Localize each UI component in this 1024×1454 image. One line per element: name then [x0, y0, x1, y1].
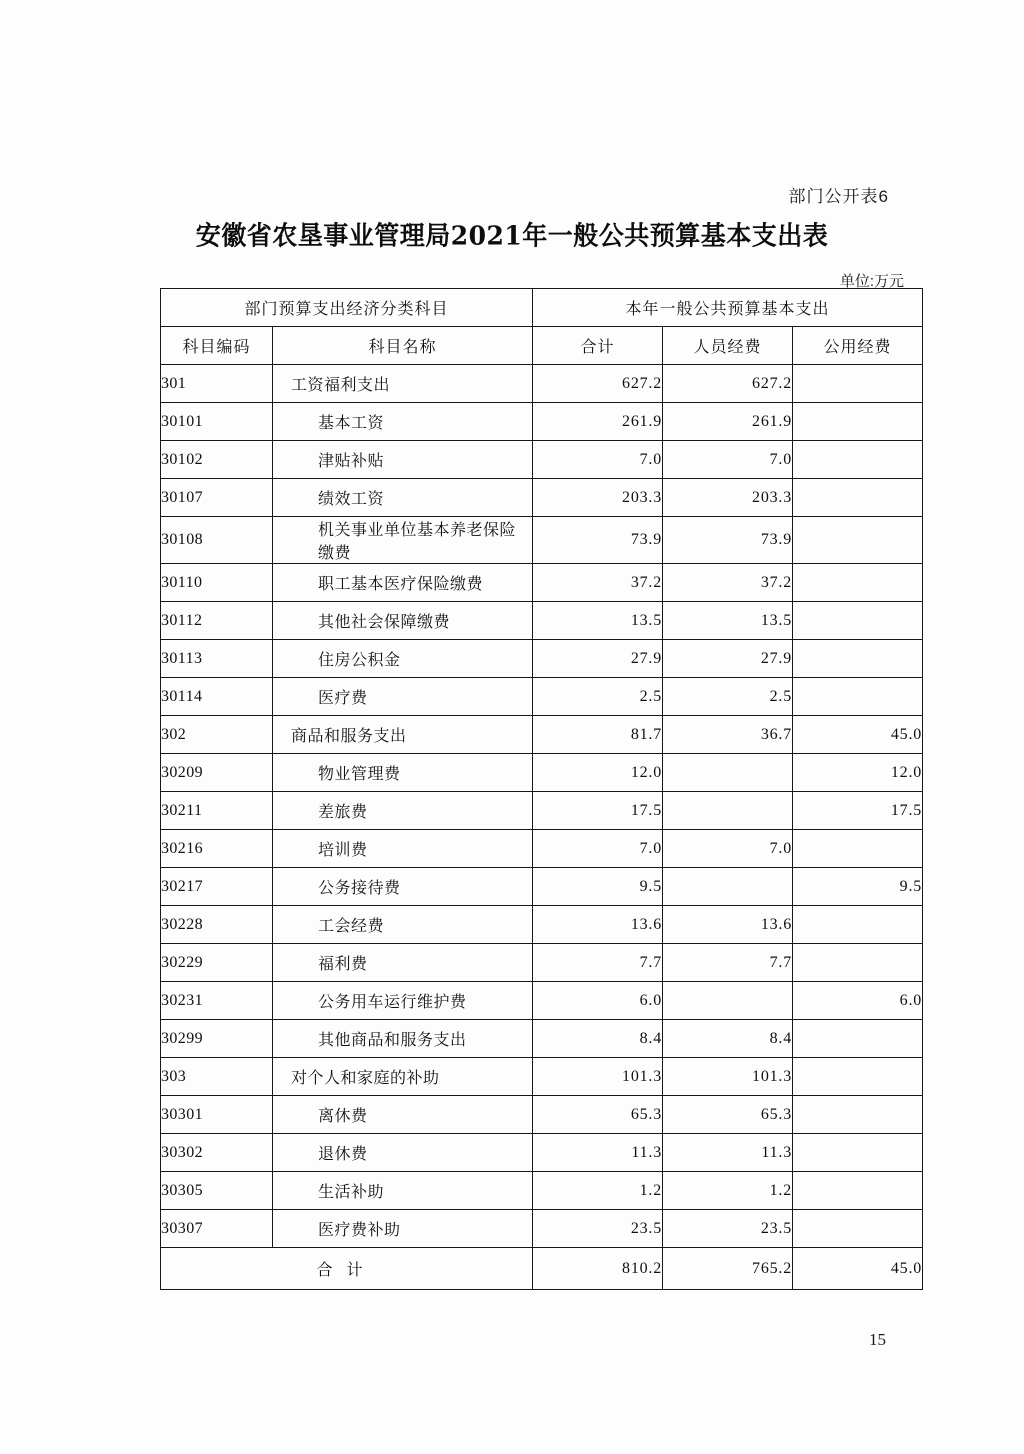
- cell-code: 30305: [161, 1172, 273, 1210]
- table-row: [161, 678, 923, 716]
- cell-total: 9.5: [533, 868, 663, 906]
- table-row: [161, 982, 923, 1020]
- unit-note: 单位:万元: [839, 273, 904, 290]
- table-row: [161, 1210, 923, 1248]
- cell-personnel: 7.7: [663, 944, 793, 982]
- cell-personnel: 23.5: [663, 1210, 793, 1248]
- table-group-header-row: [161, 289, 923, 327]
- cell-public: [793, 479, 923, 517]
- table-row: [161, 564, 923, 602]
- cell-public: [793, 564, 923, 602]
- table-row: [161, 365, 923, 403]
- cell-code: 30217: [161, 868, 273, 906]
- column-header-name: 科目名称: [273, 327, 533, 365]
- table-total-row: [161, 1248, 923, 1290]
- table-row: [161, 754, 923, 792]
- cell-code: 30299: [161, 1020, 273, 1058]
- cell-total: 7.0: [533, 441, 663, 479]
- cell-subject-name: 机关事业单位基本养老保险缴费: [273, 517, 533, 564]
- table-row: [161, 441, 923, 479]
- cell-total: 8.4: [533, 1020, 663, 1058]
- column-header-public: 公用经费: [793, 327, 923, 365]
- cell-code: 30301: [161, 1096, 273, 1134]
- table-row: [161, 830, 923, 868]
- cell-personnel: 65.3: [663, 1096, 793, 1134]
- cell-subject-name: 离休费: [273, 1096, 533, 1134]
- table-row: [161, 868, 923, 906]
- cell-public: [793, 830, 923, 868]
- cell-personnel: 1.2: [663, 1172, 793, 1210]
- table-column-header-row: [161, 327, 923, 365]
- cell-code: 30113: [161, 640, 273, 678]
- cell-public: [793, 906, 923, 944]
- cell-personnel: 261.9: [663, 403, 793, 441]
- cell-code: 30110: [161, 564, 273, 602]
- total-label: 合计: [161, 1248, 533, 1290]
- cell-subject-name: 其他商品和服务支出: [273, 1020, 533, 1058]
- table-row: [161, 1096, 923, 1134]
- cell-public: [793, 517, 923, 564]
- cell-personnel: 627.2: [663, 365, 793, 403]
- cell-code: 30107: [161, 479, 273, 517]
- cell-public: 6.0: [793, 982, 923, 1020]
- column-header-personnel: 人员经费: [663, 327, 793, 365]
- cell-subject-name: 住房公积金: [273, 640, 533, 678]
- cell-public: [793, 640, 923, 678]
- cell-subject-name: 培训费: [273, 830, 533, 868]
- total-public: 45.0: [793, 1248, 923, 1290]
- cell-subject-name: 工资福利支出: [273, 365, 533, 403]
- table-row: [161, 517, 923, 564]
- cell-subject-name: 差旅费: [273, 792, 533, 830]
- cell-public: [793, 441, 923, 479]
- cell-total: 2.5: [533, 678, 663, 716]
- cell-total: 73.9: [533, 517, 663, 564]
- cell-total: 7.0: [533, 830, 663, 868]
- cell-personnel: 2.5: [663, 678, 793, 716]
- cell-personnel: 7.0: [663, 441, 793, 479]
- column-header-total: 合计: [533, 327, 663, 365]
- cell-code: 301: [161, 365, 273, 403]
- total-personnel: 765.2: [663, 1248, 793, 1290]
- cell-public: 9.5: [793, 868, 923, 906]
- cell-public: [793, 678, 923, 716]
- cell-total: 65.3: [533, 1096, 663, 1134]
- cell-code: 302: [161, 716, 273, 754]
- cell-subject-name: 公务用车运行维护费: [273, 982, 533, 1020]
- cell-public: [793, 1096, 923, 1134]
- cell-subject-name: 生活补助: [273, 1172, 533, 1210]
- cell-code: 303: [161, 1058, 273, 1096]
- cell-personnel: 37.2: [663, 564, 793, 602]
- cell-subject-name: 福利费: [273, 944, 533, 982]
- cell-total: 6.0: [533, 982, 663, 1020]
- cell-code: 30229: [161, 944, 273, 982]
- cell-personnel: 11.3: [663, 1134, 793, 1172]
- cell-total: 627.2: [533, 365, 663, 403]
- cell-code: 30102: [161, 441, 273, 479]
- page-title: 安徽省农垦事业管理局2021年一般公共预算基本支出表: [195, 220, 829, 251]
- cell-personnel: 73.9: [663, 517, 793, 564]
- cell-subject-name: 退休费: [273, 1134, 533, 1172]
- cell-total: 37.2: [533, 564, 663, 602]
- cell-subject-name: 工会经费: [273, 906, 533, 944]
- cell-subject-name: 其他社会保障缴费: [273, 602, 533, 640]
- cell-total: 7.7: [533, 944, 663, 982]
- cell-public: [793, 1058, 923, 1096]
- cell-subject-name: 商品和服务支出: [273, 716, 533, 754]
- cell-public: [793, 403, 923, 441]
- cell-personnel: [663, 982, 793, 1020]
- form-number-note: 部门公开表6: [788, 187, 889, 206]
- cell-code: 30209: [161, 754, 273, 792]
- cell-subject-name: 物业管理费: [273, 754, 533, 792]
- cell-code: 30302: [161, 1134, 273, 1172]
- cell-total: 203.3: [533, 479, 663, 517]
- budget-table: [160, 288, 923, 1290]
- cell-public: [793, 1020, 923, 1058]
- cell-public: 17.5: [793, 792, 923, 830]
- cell-personnel: 8.4: [663, 1020, 793, 1058]
- cell-total: 101.3: [533, 1058, 663, 1096]
- cell-subject-name: 绩效工资: [273, 479, 533, 517]
- cell-subject-name: 职工基本医疗保险缴费: [273, 564, 533, 602]
- table-row: [161, 792, 923, 830]
- cell-total: 81.7: [533, 716, 663, 754]
- cell-public: [793, 1134, 923, 1172]
- table-row: [161, 716, 923, 754]
- cell-subject-name: 基本工资: [273, 403, 533, 441]
- cell-personnel: 7.0: [663, 830, 793, 868]
- total-amount: 810.2: [533, 1248, 663, 1290]
- cell-code: 30228: [161, 906, 273, 944]
- cell-public: [793, 1172, 923, 1210]
- cell-total: 11.3: [533, 1134, 663, 1172]
- table-row: [161, 602, 923, 640]
- cell-total: 17.5: [533, 792, 663, 830]
- cell-personnel: [663, 754, 793, 792]
- group-header-right: 本年一般公共预算基本支出: [533, 289, 923, 327]
- cell-code: 30114: [161, 678, 273, 716]
- cell-subject-name: 医疗费: [273, 678, 533, 716]
- cell-code: 30231: [161, 982, 273, 1020]
- cell-public: [793, 602, 923, 640]
- cell-total: 261.9: [533, 403, 663, 441]
- cell-total: 1.2: [533, 1172, 663, 1210]
- cell-subject-name: 公务接待费: [273, 868, 533, 906]
- table-row: [161, 1058, 923, 1096]
- cell-subject-name: 对个人和家庭的补助: [273, 1058, 533, 1096]
- cell-code: 30216: [161, 830, 273, 868]
- cell-total: 27.9: [533, 640, 663, 678]
- cell-personnel: 101.3: [663, 1058, 793, 1096]
- table-row: [161, 479, 923, 517]
- table-row: [161, 906, 923, 944]
- cell-code: 30211: [161, 792, 273, 830]
- cell-public: [793, 944, 923, 982]
- table-body: [161, 365, 923, 1248]
- cell-total: 23.5: [533, 1210, 663, 1248]
- cell-code: 30307: [161, 1210, 273, 1248]
- cell-personnel: 13.6: [663, 906, 793, 944]
- cell-code: 30108: [161, 517, 273, 564]
- table-row: [161, 403, 923, 441]
- cell-total: 13.5: [533, 602, 663, 640]
- cell-personnel: 27.9: [663, 640, 793, 678]
- cell-personnel: [663, 792, 793, 830]
- cell-subject-name: 津贴补贴: [273, 441, 533, 479]
- cell-public: [793, 365, 923, 403]
- group-header-left: 部门预算支出经济分类科目: [161, 289, 533, 327]
- cell-personnel: 13.5: [663, 602, 793, 640]
- cell-public: [793, 1210, 923, 1248]
- table-row: [161, 1020, 923, 1058]
- cell-personnel: [663, 868, 793, 906]
- table-row: [161, 1134, 923, 1172]
- cell-public: 45.0: [793, 716, 923, 754]
- table-row: [161, 1172, 923, 1210]
- cell-personnel: 36.7: [663, 716, 793, 754]
- cell-total: 13.6: [533, 906, 663, 944]
- cell-code: 30112: [161, 602, 273, 640]
- cell-public: 12.0: [793, 754, 923, 792]
- cell-personnel: 203.3: [663, 479, 793, 517]
- column-header-code: 科目编码: [161, 327, 273, 365]
- cell-code: 30101: [161, 403, 273, 441]
- cell-subject-name: 医疗费补助: [273, 1210, 533, 1248]
- table-row: [161, 640, 923, 678]
- cell-total: 12.0: [533, 754, 663, 792]
- page-number: 15: [869, 1330, 886, 1349]
- table-row: [161, 944, 923, 982]
